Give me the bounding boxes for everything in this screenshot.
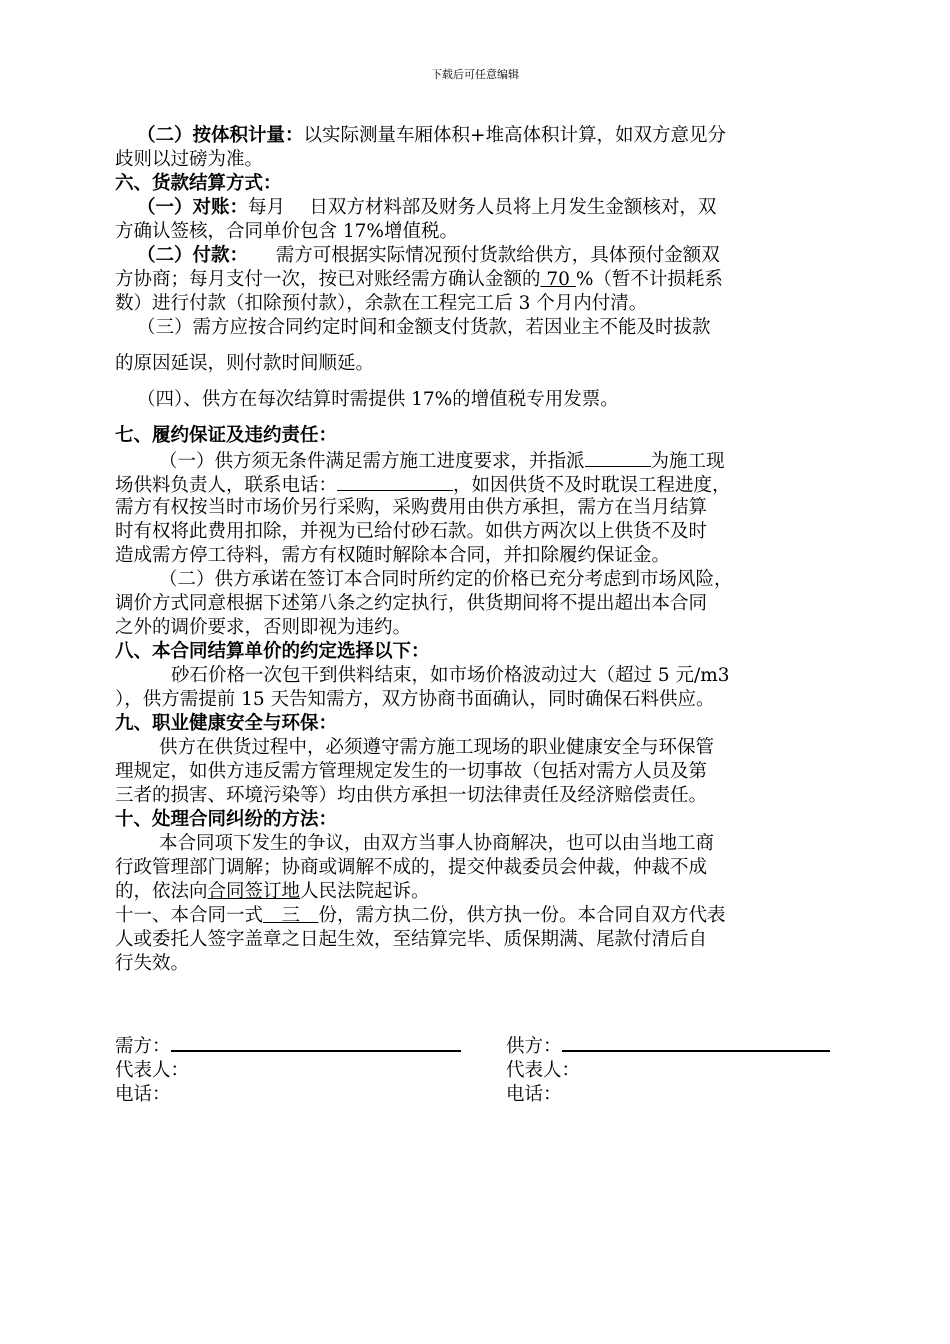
- payment-percentage: 70: [540, 269, 576, 290]
- s9-line3: 三者的损害、环境污染等）均由供方承担一切法律责任及经济赔偿责任。: [115, 785, 708, 806]
- supplier-signature: [506, 1032, 830, 1107]
- supplier-label: 供方：: [506, 1036, 562, 1057]
- section-10-title: 十、处理合同纠纷的方法：: [115, 809, 338, 830]
- s7-item1-line3: 需方有权按当时市场价另行采购，采购费用由供方承担，需方在当月结算: [115, 497, 708, 518]
- page-header: 下载后可任意编辑: [431, 68, 519, 81]
- court-location: 合同签订地: [207, 881, 301, 902]
- s7-item2-line2: 调价方式同意根据下述第八条之约定执行，供货期间将不提出超出本合同: [115, 593, 708, 614]
- s10-line1: 本合同项下发生的争议，由双方当事人协商解决，也可以由当地工商: [159, 833, 715, 854]
- s7-item1-line5: 造成需方停工待料，需方有权随时解除本合同，并扣除履约保证金。: [115, 545, 671, 566]
- s7-item1-line4: 时有权将此费用扣除，并视为已给付砂石款。如供方两次以上供货不及时: [115, 521, 708, 542]
- section-7-title: 七、履约保证及违约责任：: [115, 425, 338, 446]
- s5-item2-line1: （二）按体积计量：以实际测量车厢体积+堆高体积计算，如双方意见分: [137, 125, 727, 146]
- s8-line1: 砂石价格一次包干到供料结束，如市场价格波动过大（超过 5 元/m3: [171, 665, 730, 686]
- buyer-sign-line: [171, 1032, 461, 1052]
- s6-item2-line3: 数）进行付款（扣除预付款），余款在工程完工后 3 个月内付清。: [115, 293, 648, 314]
- s11-line1: 十一、本合同一式 三 份，需方执二份，供方执一份。本合同自双方代表: [115, 905, 726, 926]
- s9-line1: 供方在供货过程中，必须遵守需方施工现场的职业健康安全与环保管: [159, 737, 715, 758]
- s6-item1-label: （一）对账：: [137, 197, 249, 218]
- s6-item4: （四）、供方在每次结算时需提供 17%的增值税专用发票。: [137, 389, 619, 410]
- section-6-title: 六、货款结算方式：: [115, 173, 282, 194]
- s6-item1-line2: 方确认签核，合同单价包含 17%增值税。: [115, 221, 459, 242]
- s6-item3-line1: （三）需方应按合同约定时间和金额支付货款，若因业主不能及时拔款: [137, 317, 711, 338]
- s6-item2-line1: （二）付款： 需方可根据实际情况预付货款给供方，具体预付金额双: [137, 245, 720, 266]
- contract-body: [115, 124, 850, 976]
- s9-line2: 理规定，如供方违反需方管理规定发生的一切事故（包括对需方人员及第: [115, 761, 708, 782]
- s5-item2-label: （二）按体积计量：: [137, 125, 304, 146]
- buyer-signature: [115, 1032, 461, 1107]
- s7-item1-line1: （一）供方须无条件满足需方施工进度要求，并指派 为施工现: [115, 448, 850, 472]
- section-8-title: 八、本合同结算单价的约定选择以下：: [115, 641, 430, 662]
- s6-item3-line2: 的原因延误，则付款时间顺延。: [115, 353, 375, 374]
- section-9-title: 九、职业健康安全与环保：: [115, 713, 338, 734]
- s7-item1-line2: 场供料负责人，联系电话： ，如因供货不及时耽误工程进度，: [115, 472, 850, 496]
- site-manager-blank: [585, 448, 651, 467]
- buyer-rep-label: 代表人：: [115, 1060, 190, 1081]
- s6-item2-line2: 方协商；每月支付一次，按已对账经需方确认金额的 70 %（暂不计损耗系: [115, 269, 723, 290]
- s10-line2: 行政管理部门调解；协商或调解不成的，提交仲裁委员会仲裁，仲裁不成: [115, 857, 708, 878]
- s6-item1-line1: （一）对账：每月 日双方材料部及财务人员将上月发生金额核对，双: [137, 197, 717, 218]
- supplier-phone-label: 电话：: [506, 1084, 562, 1105]
- s6-item2-label: （二）付款：: [137, 245, 239, 266]
- s5-item2-line2: 歧则以过磅为准。: [115, 149, 264, 170]
- s7-item2-line1: （二）供方承诺在签订本合同时所约定的价格已充分考虑到市场风险，: [159, 569, 733, 590]
- buyer-phone-label: 电话：: [115, 1084, 171, 1105]
- supplier-rep-label: 代表人：: [506, 1060, 581, 1081]
- supplier-sign-line: [562, 1032, 830, 1052]
- s11-line2: 人或委托人签字盖章之日起生效，至结算完毕、质保期满、尾款付清后自: [115, 929, 708, 950]
- s10-line3: 的，依法向合同签订地人民法院起诉。: [115, 881, 430, 902]
- s8-line2: ），供方需提前 15 天告知需方，双方协商书面确认，同时确保石料供应。: [115, 689, 715, 710]
- buyer-label: 需方：: [115, 1036, 171, 1057]
- copies-count: 三: [263, 905, 319, 926]
- s7-item2-line3: 之外的调价要求，否则即视为违约。: [115, 617, 412, 638]
- contact-phone-blank: [337, 472, 453, 491]
- s11-line3: 行失效。: [115, 953, 190, 974]
